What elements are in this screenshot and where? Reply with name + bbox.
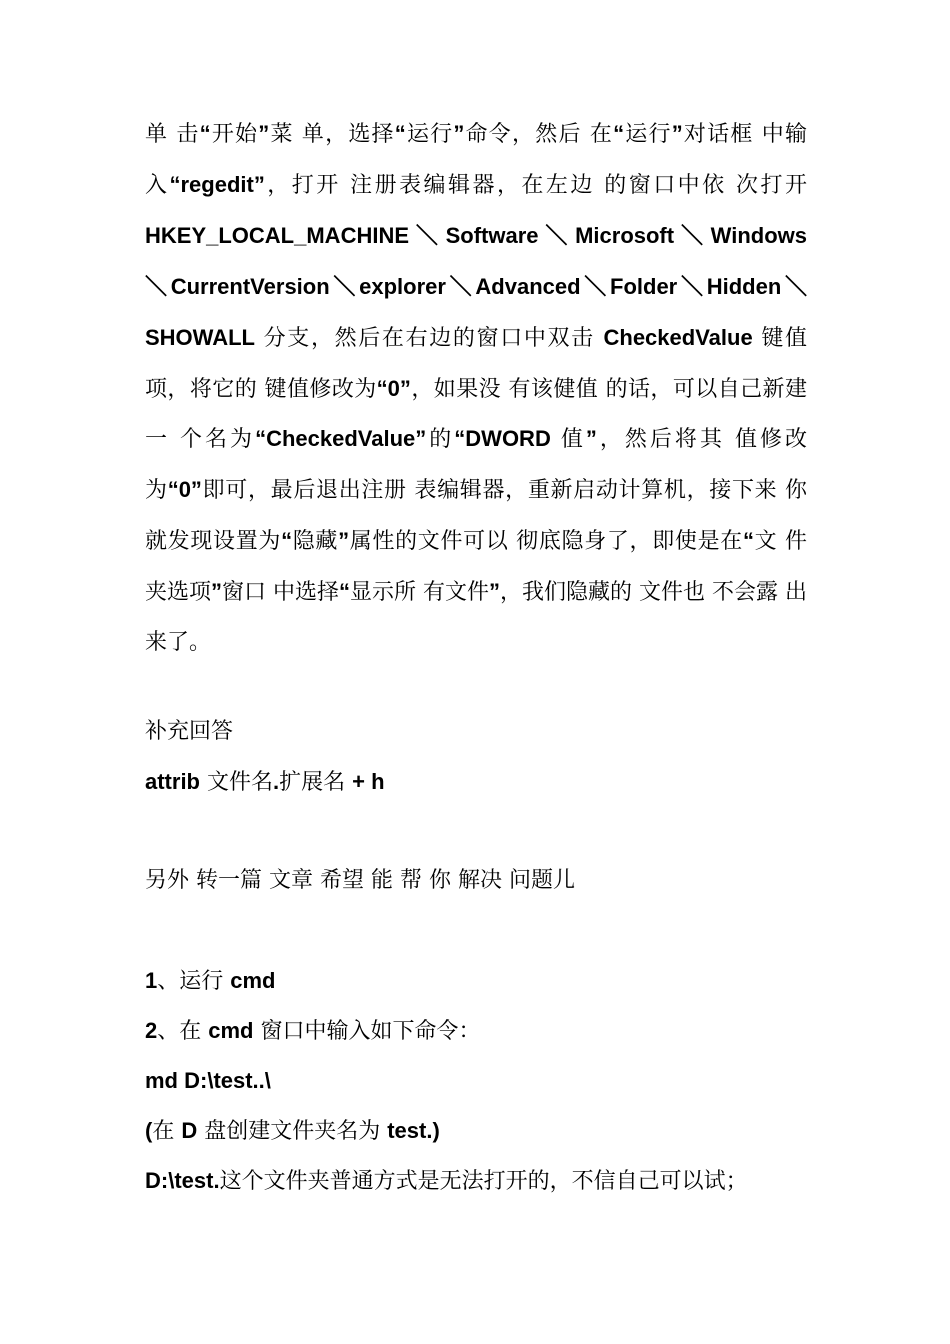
text-segment: ，我们隐藏的 文件也 不会露 出来了。	[145, 580, 807, 656]
text-segment: 文 件夹选项	[145, 529, 807, 606]
quote-mark: ”	[671, 121, 683, 146]
command-keyword: attrib	[145, 769, 200, 794]
quote-mark: ”	[453, 121, 465, 146]
registry-path: HKEY_LOCAL_MACHINE ＼ Software ＼ Microsoft ＼ Windows＼CurrentVersion＼explorer＼Advanced＼Folder＼Hidden＼SHOWALL	[145, 222, 807, 350]
text-segment: 文件名	[200, 770, 273, 795]
text-segment: ，打开 注册表编辑器，在左边 的窗口中依 次打开	[264, 172, 807, 198]
quote-mark: “	[281, 528, 293, 554]
text-segment: ，然后将其 值修改为	[145, 427, 807, 504]
text-segment: 隐藏	[292, 529, 339, 555]
text-segment: 窗口中输入如下命令：	[253, 1019, 481, 1044]
text-segment: 运行	[624, 122, 672, 147]
text-segment: 运行	[405, 122, 454, 147]
text-segment: ，如果没 有该健值 的话，可以自己新建一 个名为	[145, 376, 807, 453]
text-segment: 对话框 中输入	[145, 122, 807, 198]
quote-mark: “	[613, 121, 625, 146]
dot: .	[273, 769, 280, 794]
text-segment: 的	[426, 427, 455, 453]
text-segment: 盘创建文件夹名为	[197, 1119, 388, 1144]
text-segment: 命令，然后 在	[464, 122, 614, 147]
registry-value-name-quoted: “CheckedValue”	[255, 426, 427, 452]
quote-mark: “	[394, 121, 406, 146]
text-segment: 窗口 中选择	[222, 580, 340, 606]
attrib-command-line	[145, 767, 385, 798]
folder-warning-line	[145, 1166, 748, 1197]
text-segment: 在	[152, 1119, 182, 1144]
quote-mark: “	[339, 579, 351, 605]
step-1	[145, 966, 276, 997]
quote-mark: ”	[258, 121, 270, 146]
supplement-heading	[145, 717, 233, 747]
intro-text: 另外 转一篇 文章 希望 能 帮 你 解决 问题儿	[145, 868, 575, 893]
quote-mark: “	[199, 121, 211, 146]
text-segment: 、运行	[157, 969, 231, 994]
value-zero: “0”	[376, 375, 411, 401]
dword-type: “DWORD	[454, 426, 551, 452]
text-segment: 扩展名	[279, 770, 353, 795]
note-line	[145, 1116, 440, 1147]
text-segment: 这个文件夹普通方式是无法打开的，不信自己可以试；	[219, 1169, 748, 1194]
text-segment: 值	[550, 427, 586, 453]
registry-value-name: CheckedValue	[603, 324, 753, 350]
quote-mark: ”	[211, 579, 223, 605]
text-segment: 开始	[210, 122, 259, 147]
md-command-line	[145, 1066, 271, 1097]
regedit-command: “regedit”	[169, 171, 265, 197]
text-segment: 、在	[157, 1019, 209, 1044]
drive-letter: D	[181, 1118, 198, 1143]
command-keyword: cmd	[208, 1018, 254, 1043]
main-paragraph	[145, 109, 807, 668]
command-keyword: cmd	[230, 968, 276, 993]
text-segment: 属性的文件可以 彻底隐身了，即使是在	[349, 529, 743, 555]
text-segment: 键值项，将它的 键值修改为	[145, 325, 807, 402]
intro-line	[145, 866, 575, 896]
folder-name: test.)	[387, 1118, 440, 1143]
step-number: 2	[145, 1018, 158, 1043]
folder-path: D:\test.	[145, 1168, 220, 1193]
quote-mark: ”	[338, 528, 350, 554]
quote-mark: ”	[585, 426, 597, 452]
quote-mark: “	[742, 528, 754, 554]
text-segment: 单 击	[145, 122, 200, 147]
text-segment: 显示所 有文件	[350, 580, 490, 606]
text-segment: 菜 单，选择	[269, 122, 395, 147]
paren: (	[145, 1118, 153, 1143]
text-segment: 分支，然后在右边的窗口中双击	[255, 325, 604, 351]
step-2	[145, 1016, 481, 1047]
md-command: md D:\test..\	[145, 1068, 271, 1093]
heading-text: 补充回答	[145, 719, 234, 744]
value-zero: “0”	[167, 477, 202, 503]
quote-mark: ”	[489, 579, 501, 605]
command-flag: + h	[352, 769, 385, 794]
text-segment: 即可，最后退出注册 表编辑器，重新启动计算机，接下来 你就发现设置为	[145, 478, 807, 555]
step-number: 1	[145, 968, 158, 993]
